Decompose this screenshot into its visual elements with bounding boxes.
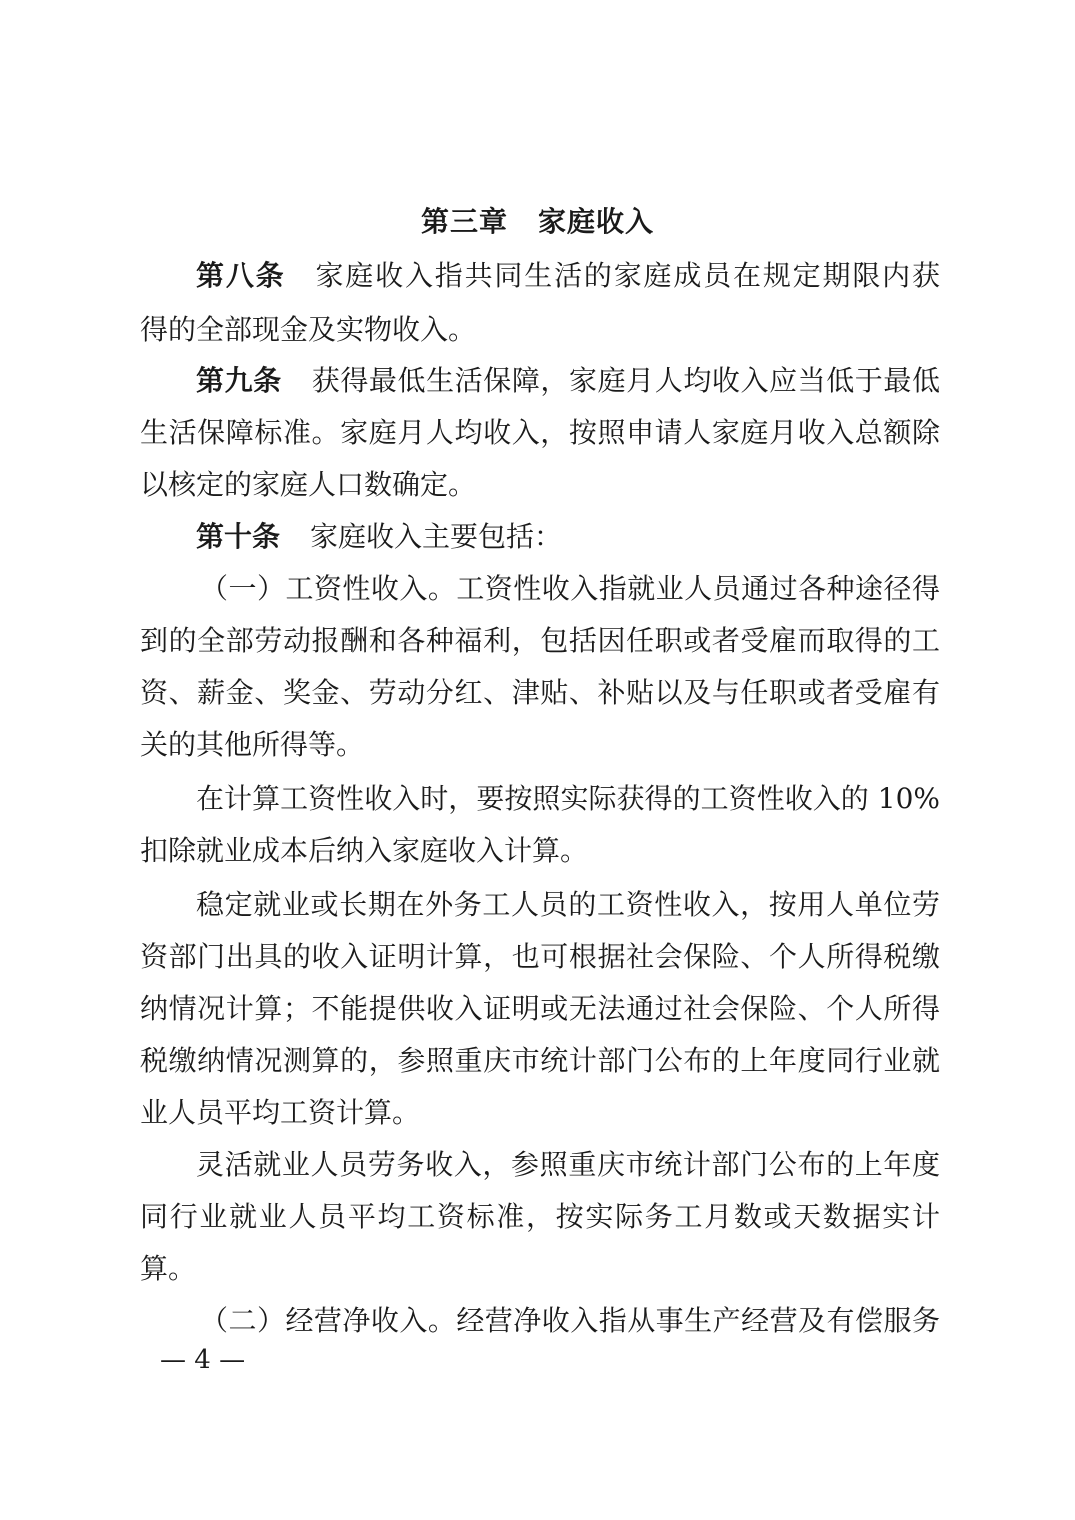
wage-income-line-1: （一）工资性收入。工资性收入指就业人员通过各种途径得 bbox=[200, 572, 940, 605]
article-8-line-2: 得的全部现金及实物收入。 bbox=[140, 313, 477, 346]
stable-employment-line-4: 税缴纳情况测算的，参照重庆市统计部门公布的上年度同行业就 bbox=[140, 1044, 940, 1077]
article-10-line-1: 第十条 家庭收入主要包括： bbox=[196, 520, 563, 553]
wage-income-line-4: 关的其他所得等。 bbox=[140, 728, 365, 761]
flexible-employment-line-3: 算。 bbox=[140, 1252, 197, 1285]
wage-income-line-3: 资、薪金、奖金、劳动分红、津贴、补贴以及与任职或者受雇有 bbox=[140, 676, 940, 709]
stable-employment-line-1: 稳定就业或长期在外务工人员的工资性收入，按用人单位劳 bbox=[196, 888, 940, 921]
business-income-line-1: （二）经营净收入。经营净收入指从事生产经营及有偿服务 bbox=[200, 1304, 940, 1337]
wage-calc-line-2: 扣除就业成本后纳入家庭收入计算。 bbox=[140, 834, 589, 867]
stable-employment-line-2: 资部门出具的收入证明计算，也可根据社会保险、个人所得税缴 bbox=[140, 940, 940, 973]
wage-income-line-2: 到的全部劳动报酬和各种福利，包括因任职或者受雇而取得的工 bbox=[140, 624, 940, 657]
chapter-title: 家庭收入 bbox=[538, 205, 655, 238]
article-8-label: 第八条 bbox=[196, 259, 286, 292]
article-9-line-3: 以核定的家庭人口数确定。 bbox=[140, 468, 477, 501]
article-9-line-1: 第九条 获得最低生活保障，家庭月人均收入应当低于最低 bbox=[196, 364, 940, 397]
article-10-label: 第十条 bbox=[196, 520, 281, 553]
article-8-line-1: 第八条 家庭收入指共同生活的家庭成员在规定期限内获 bbox=[196, 259, 940, 292]
stable-employment-line-5: 业人员平均工资计算。 bbox=[140, 1096, 421, 1129]
flexible-employment-line-1: 灵活就业人员劳务收入，参照重庆市统计部门公布的上年度 bbox=[196, 1148, 940, 1181]
page-number: — 4 — bbox=[160, 1345, 246, 1375]
stable-employment-line-3: 纳情况计算；不能提供收入证明或无法通过社会保险、个人所得 bbox=[140, 992, 940, 1025]
flexible-employment-line-2: 同行业就业人员平均工资标准，按实际务工月数或天数据实计 bbox=[140, 1200, 940, 1233]
article-9-line-2: 生活保障标准。家庭月人均收入，按照申请人家庭月收入总额除 bbox=[140, 416, 940, 449]
wage-calc-line-1: 在计算工资性收入时，要按照实际获得的工资性收入的 10% bbox=[196, 782, 940, 815]
article-9-label: 第九条 bbox=[196, 364, 282, 397]
chapter-heading bbox=[0, 197, 1075, 247]
chapter-number: 第三章 bbox=[420, 205, 508, 238]
